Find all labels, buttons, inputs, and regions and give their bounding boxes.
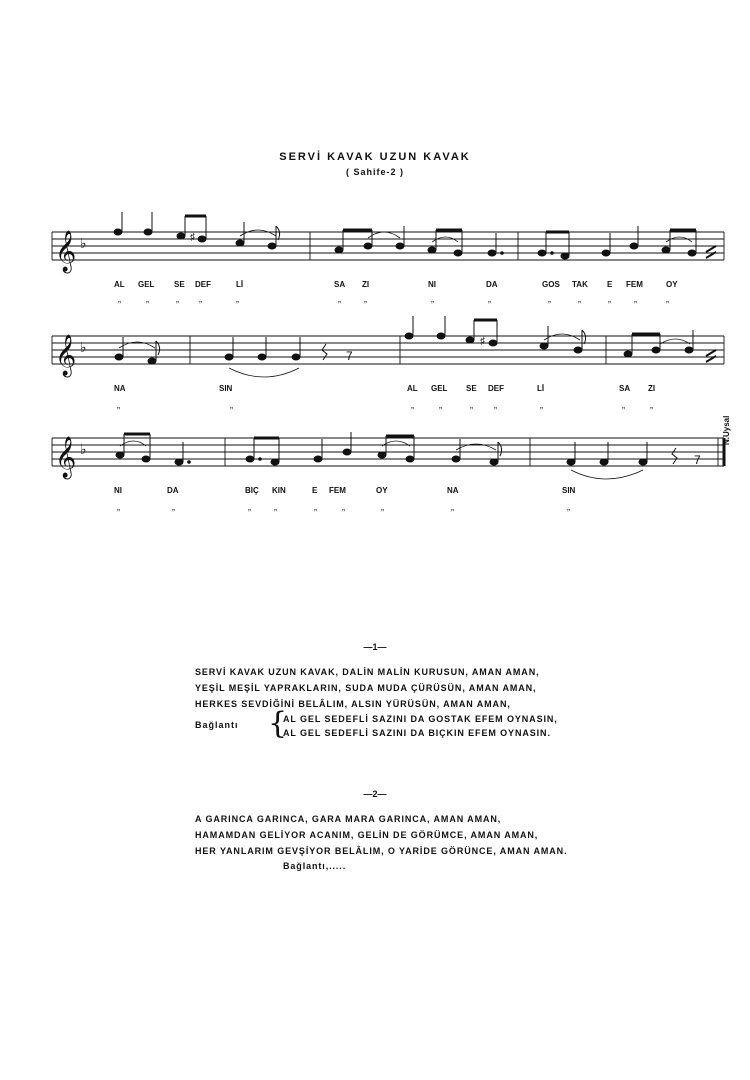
svg-text:„: „ [230,400,233,410]
lyric-syllable: FEM [626,280,643,289]
lyric-syllable: TAK [572,280,588,289]
page-subtitle: ( Sahife-2 ) [345,167,404,177]
svg-text:7: 7 [694,453,701,467]
svg-text:„: „ [314,502,317,512]
svg-text:„: „ [411,400,414,410]
lyric-syllable: SA [334,280,346,289]
lyric-syllable: SA [619,384,631,393]
lyric-syllable: Lİ [537,384,545,393]
lyric-syllable: NI [428,280,436,289]
svg-text:„: „ [439,400,442,410]
lyric-syllable: GEL [431,384,448,393]
flat-icon: ♭ [80,442,87,458]
svg-text:„: „ [608,294,611,304]
lyric-syllable: NI [114,486,122,495]
lyric-syllable: SE [174,280,185,289]
verse-number: —1— [363,642,387,652]
lyric-syllable: Lİ [236,280,244,289]
lyric-syllable: DA [167,486,179,495]
svg-text:„: „ [634,294,637,304]
svg-text:„: „ [567,502,570,512]
verse-number: —2— [363,789,387,799]
verse-line: HER YANLARIM GEVŞİYOR BELÂLIM, O YARİDE GÖRÜNCE, AMAN AMAN. [195,846,568,856]
lyric-syllable: NA [114,384,126,393]
svg-text:„: „ [117,400,120,410]
svg-text:„: „ [494,400,497,410]
lyric-syllable: ZI [648,384,656,393]
verse-line: SERVİ KAVAK UZUN KAVAK, DALİN MALİN KURUSUN, AMAN AMAN, [195,667,540,677]
verse-line: YEŞİL MEŞİL YAPRAKLARIN, SUDA MUDA ÇÜRÜSÜN, AMAN AMAN, [195,683,537,693]
verse-line: HERKES SEVDİĞİNİ BELÂLIM, ALSIN YÜRÜSÜN, AMAN AMAN, [195,699,511,709]
svg-text:„: „ [364,294,367,304]
svg-text:„: „ [431,294,434,304]
lyric-syllable: E [607,280,613,289]
baglanti-line: AL GEL SEDEFLİ SAZINI DA GOSTAK EFEM OYNASIN, [283,714,558,724]
lyric-syllable: SIN [219,384,233,393]
svg-text:„: „ [176,294,179,304]
lyrics-system-1 [0,280,750,292]
svg-text:„: „ [117,502,120,512]
svg-text:„: „ [578,294,581,304]
baglanti-reference: Bağlantı,..... [283,861,347,871]
svg-text:„: „ [548,294,551,304]
svg-text:„: „ [118,294,121,304]
lyric-syllable: OY [666,280,678,289]
flat-icon: ♭ [80,340,87,356]
lyric-syllable: GOS [542,280,560,289]
treble-clef-icon: 𝄞 [55,335,77,376]
svg-text:„: „ [146,294,149,304]
svg-text:„: „ [650,400,653,410]
svg-text:„: „ [338,294,341,304]
lyric-syllable: FEM [329,486,346,495]
lyrics-system-2 [0,384,750,396]
svg-text:„: „ [470,400,473,410]
notes-system-3 [116,432,701,467]
ditto-marks [117,294,669,512]
svg-text:„: „ [236,294,239,304]
svg-text:„: „ [622,400,625,410]
lyric-syllable: SIN [562,486,576,495]
verse-line: A GARINCA GARINCA, GARA MARA GARINCA, AMAN AMAN, [195,814,502,824]
notes-system-1 [114,212,716,259]
svg-text:„: „ [381,502,384,512]
brace-icon: { [268,706,288,741]
svg-text:„: „ [488,294,491,304]
svg-text:„: „ [274,502,277,512]
baglanti-label: Bağlantı [195,720,239,730]
flat-icon: ♭ [80,236,87,252]
lyric-syllable: BIÇ [245,486,259,495]
arranger-credit: N.Uysal [722,415,731,445]
svg-text:„: „ [199,294,202,304]
svg-text:7: 7 [346,349,353,363]
staff-system-1 [52,232,724,260]
lyric-syllable: DEF [488,384,504,393]
lyric-syllable: SE [466,384,477,393]
lyric-syllable: AL [407,384,418,393]
svg-text:♯: ♯ [480,336,485,347]
svg-text:„: „ [666,294,669,304]
svg-text:„: „ [172,502,175,512]
lyric-syllable: DA [486,280,498,289]
lyric-syllable: DEF [195,280,211,289]
lyric-syllable: ZI [362,280,370,289]
svg-text:„: „ [248,502,251,512]
svg-text:„: „ [342,502,345,512]
lyric-syllable: AL [114,280,125,289]
svg-text:„: „ [540,400,543,410]
lyric-syllable: KIN [272,486,286,495]
verse-line: HAMAMDAN GELİYOR ACANIM, GELİN DE GÖRÜMCE, AMAN AMAN, [195,830,539,840]
lyric-syllable: E [312,486,318,495]
lyric-syllable: NA [447,486,459,495]
lyrics-system-3 [0,486,750,498]
song-title: SERVİ KAVAK UZUN KAVAK [279,151,471,163]
svg-text:„: „ [451,502,454,512]
treble-clef-icon: 𝄞 [55,437,77,478]
baglanti-line: AL GEL SEDEFLİ SAZINI DA BIÇKIN EFEM OYNASIN. [283,728,551,738]
treble-clef-icon: 𝄞 [55,231,77,272]
svg-text:♯: ♯ [190,232,195,243]
lyric-syllable: OY [376,486,388,495]
lyric-syllable: GEL [138,280,155,289]
